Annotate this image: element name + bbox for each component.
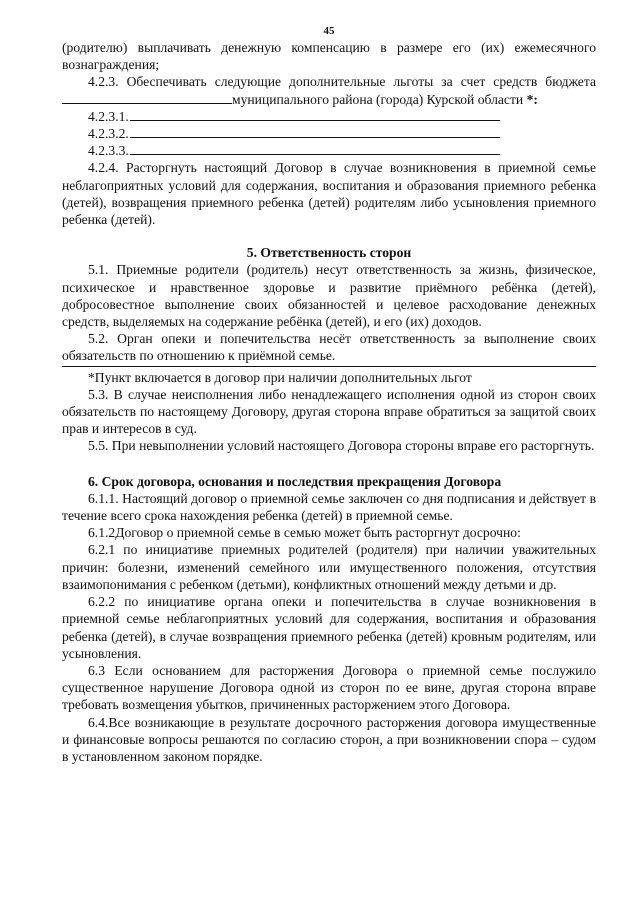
subitem-label: 4.2.3.3. xyxy=(88,143,129,159)
paragraph-5-5: 5.5. При невыполнении условий настоящего Договора стороны вправе его расторгнуть. xyxy=(88,438,595,454)
paragraph-5-3: 5.3. В случае неисполнения либо ненадлежащего исполнения одной из сторон своих обязательств по настоящему Договору, другая сторона вправе обратиться за защитой своих прав и интересов в суд. xyxy=(62,386,596,437)
paragraph-6-4: 6.4.Все возникающие в результате досрочного расторжения договора имущественные и финансовые вопросы решаются по согласию сторон, а при возникновении спора – судом в установленном законом порядке. xyxy=(62,714,596,764)
paragraph-6-1-1: 6.1.1. Настоящий договор о приемной семье заключен со дня подписания и действует в течение всего срока нахождения ребенка (детей) в приемной семье. xyxy=(62,490,596,524)
paragraph-6-1-2: 6.1.2Договор о приемной семье в семью может быть расторгнут досрочно: xyxy=(88,525,521,541)
paragraph-6-2-1: 6.2.1 по инициативе приемных родителей (родителя) при наличии уважительных причин: болезни, изменений семейного или имущественного положения, отсутствия взаимопонимания с ребенком (детьми), конфликтных отношений между детьми и др. xyxy=(62,542,596,592)
paragraph-6-2-2: 6.2.2 по инициативе органа опеки и попечительства в случае возникновения в приемной семье неблагоприятных условий для содержания, воспитания и образования ребенка (детей), в случае возвращения приемного ребенка (детей) кровным родителям, или усыновления. xyxy=(62,594,596,661)
subitem-blank xyxy=(130,126,500,138)
footnote-divider xyxy=(62,366,596,367)
subitem-3 xyxy=(88,142,596,159)
paragraph-6-3: 6.3 Если основанием для расторжения Договора о приемной семье послужило существенное нарушение Договора одной из сторон по ее вине, другая сторона вправе требовать возмещения убытков, причиненных расторжением этого Договора. xyxy=(62,662,596,713)
document-page xyxy=(62,25,596,765)
paragraph-4-2-3 xyxy=(62,73,596,107)
subitem-blank xyxy=(130,109,500,121)
subitem-blank xyxy=(130,143,500,155)
subitem-label: 4.2.3.2. xyxy=(88,126,129,142)
paragraph-continuation: (родителю) выплачивать денежную компенсацию в размере его (их) ежемесячного вознаграждения; xyxy=(62,40,596,73)
clause-4-2-3-start: 4.2.3. Обеспечивать следующие дополнительные льготы за счет средств бюджета xyxy=(88,74,596,90)
footnote-mark: *: xyxy=(526,91,538,107)
clause-4-2-3-end: муниципального района (города) Курской области xyxy=(232,91,524,107)
section-5-heading: 5. Ответственность сторон xyxy=(246,245,412,261)
subitem-2 xyxy=(88,125,596,142)
subitem-label: 4.2.3.1. xyxy=(88,108,129,124)
section-6-heading: 6. Срок договора, основания и последствия прекращения Договора xyxy=(88,473,502,489)
budget-blank xyxy=(62,91,232,104)
subitem-1 xyxy=(88,108,596,125)
page-number: 45 xyxy=(323,25,335,37)
paragraph-5-1: 5.1. Приемные родители (родитель) несут ответственность за жизнь, физическое, психическое и нравственное здоровье и развитие приёмного ребёнка (детей), добросовестное выполнение своих обязанностей и целевое расходование денежных средств, выделяемых на содержание ребёнка (детей), и его (их) доходов. xyxy=(62,262,596,330)
paragraph-4-2-4: 4.2.4. Расторгнуть настоящий Договор в случае возникновения в приемной семье неблагоприятных условий для содержания, воспитания и образования приемного ребенка (детей), возвращения приемного ребенка (детей) родителям либо усыновления приемного ребенка (детей). xyxy=(62,160,596,228)
paragraph-5-2: 5.2. Орган опеки и попечительства несёт ответственность за выполнение своих обязательств по отношению к приёмной семье. xyxy=(62,331,596,364)
footnote: *Пункт включается в договор при наличии дополнительных льгот xyxy=(88,369,472,385)
